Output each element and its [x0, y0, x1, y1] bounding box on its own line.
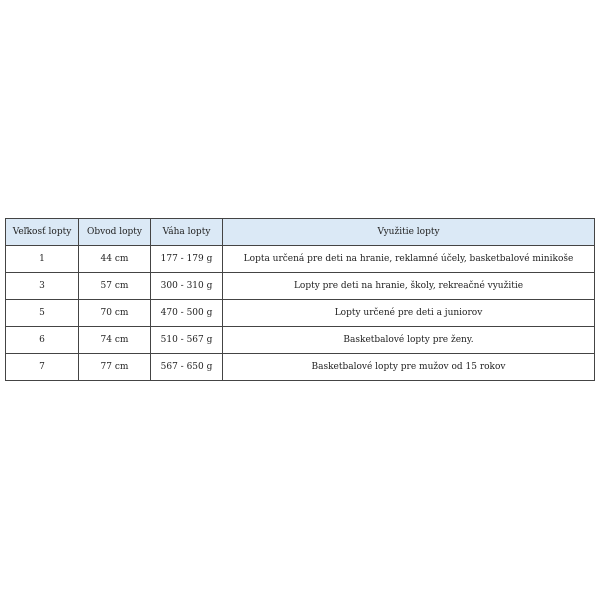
- cell-size: 1: [6, 246, 79, 273]
- header-ball-weight: Váha lopty: [151, 219, 223, 246]
- cell-circumference: 57 cm: [79, 273, 151, 300]
- cell-circumference: 70 cm: [79, 300, 151, 327]
- table-row: [6, 300, 595, 327]
- cell-circumference: 74 cm: [79, 327, 151, 354]
- cell-usage: Lopty pre deti na hranie, školy, rekreačné využitie: [223, 273, 595, 300]
- ball-size-table: [5, 218, 595, 381]
- cell-weight: 470 - 500 g: [151, 300, 223, 327]
- cell-weight: 510 - 567 g: [151, 327, 223, 354]
- cell-size: 3: [6, 273, 79, 300]
- cell-weight: 300 - 310 g: [151, 273, 223, 300]
- table-header-row: [6, 219, 595, 246]
- cell-usage: Basketbalové lopty pre ženy.: [223, 327, 595, 354]
- table-row: [6, 327, 595, 354]
- table-row: [6, 273, 595, 300]
- cell-usage: Lopty určené pre deti a juniorov: [223, 300, 595, 327]
- cell-size: 5: [6, 300, 79, 327]
- cell-circumference: 44 cm: [79, 246, 151, 273]
- cell-weight: 177 - 179 g: [151, 246, 223, 273]
- cell-circumference: 77 cm: [79, 354, 151, 381]
- table-row: [6, 246, 595, 273]
- cell-usage: Lopta určená pre deti na hranie, reklamné účely, basketbalové minikoše: [223, 246, 595, 273]
- header-ball-usage: Využitie lopty: [223, 219, 595, 246]
- table-row: [6, 354, 595, 381]
- cell-usage: Basketbalové lopty pre mužov od 15 rokov: [223, 354, 595, 381]
- header-ball-size: Veľkosť lopty: [6, 219, 79, 246]
- cell-size: 7: [6, 354, 79, 381]
- cell-weight: 567 - 650 g: [151, 354, 223, 381]
- header-ball-circumference: Obvod lopty: [79, 219, 151, 246]
- cell-size: 6: [6, 327, 79, 354]
